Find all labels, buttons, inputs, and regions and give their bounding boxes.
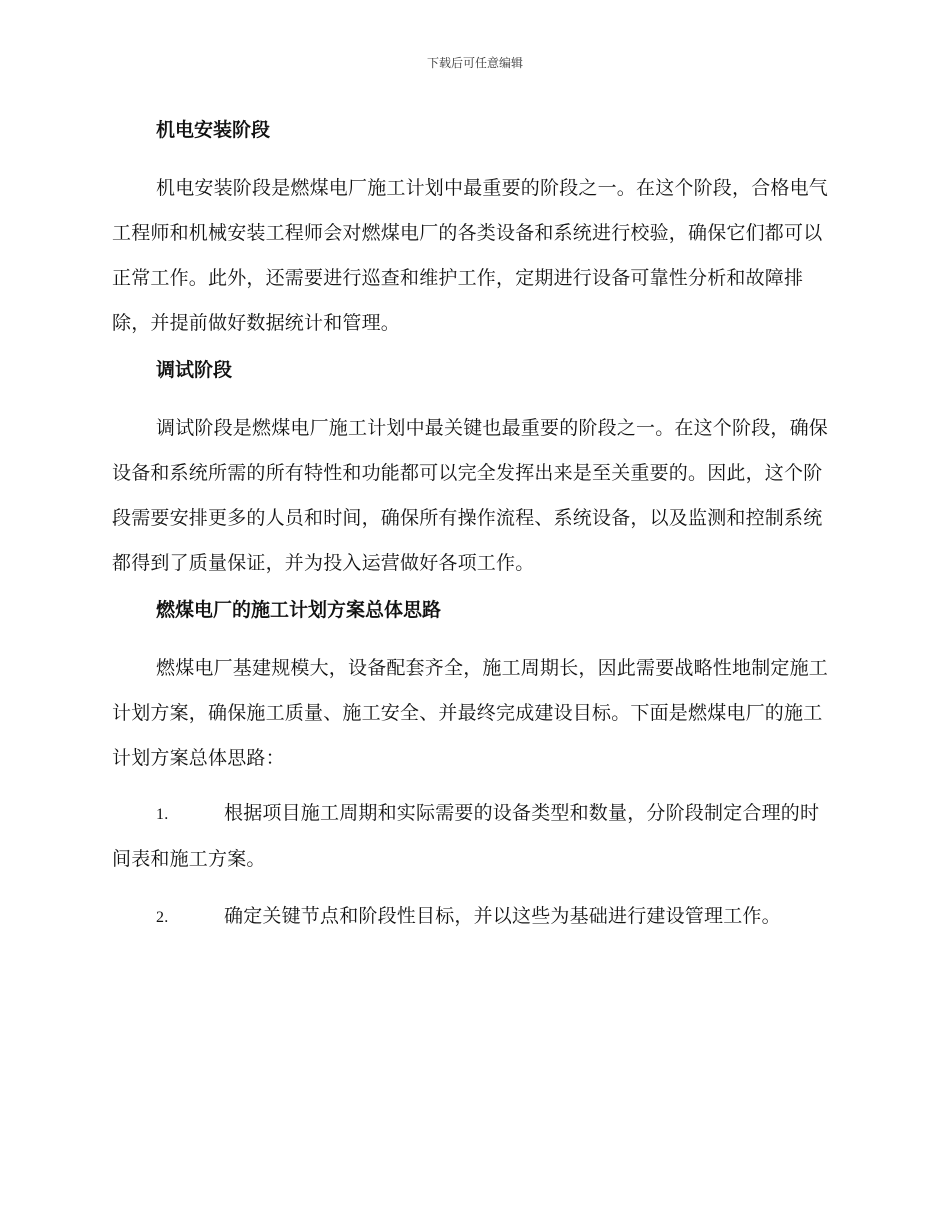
section-paragraph-installation: 机电安装阶段是燃煤电厂施工计划中最重要的阶段之一。在这个阶段，合格电气工程师和机械安装工程师会对燃煤电厂的各类设备和系统进行校验，确保它们都可以正常工作。此外，还需要进行巡查和维护工作，定期进行设备可靠性分析和故障排除，并提前做好数据统计和管理。 (112, 177, 829, 334)
list-item (112, 791, 834, 882)
list-item-number: 2. (156, 909, 169, 926)
page-header: 下载后可任意编辑 (426, 56, 523, 70)
section-heading-overall-approach: 燃煤电厂的施工计划方案总体思路 (156, 599, 442, 621)
section-paragraph-overall-approach: 燃煤电厂基建规模大，设备配套齐全，施工周期长，因此需要战略性地制定施工计划方案，确保施工质量、施工安全、并最终完成建设目标。下面是燃煤电厂的施工计划方案总体思路： (112, 657, 829, 769)
list-item (112, 894, 834, 940)
list-item-text: 确定关键节点和阶段性目标，并以这些为基础进行建设管理工作。 (224, 905, 781, 927)
section-heading-installation: 机电安装阶段 (156, 119, 271, 141)
section-heading-commissioning: 调试阶段 (156, 359, 233, 381)
section-paragraph-commissioning: 调试阶段是燃煤电厂施工计划中最关键也最重要的阶段之一。在这个阶段，确保设备和系统所需的所有特性和功能都可以完全发挥出来是至关重要的。因此，这个阶段需要安排更多的人员和时间，确保所有操作流程、系统设备，以及监测和控制系统都得到了质量保证，并为投入运营做好各项工作。 (112, 417, 829, 574)
list-item-text: 根据项目施工周期和实际需要的设备类型和数量，分阶段制定合理的时间表和施工方案。 (112, 802, 820, 870)
document-body (112, 110, 834, 952)
list-item-number: 1. (156, 806, 169, 823)
